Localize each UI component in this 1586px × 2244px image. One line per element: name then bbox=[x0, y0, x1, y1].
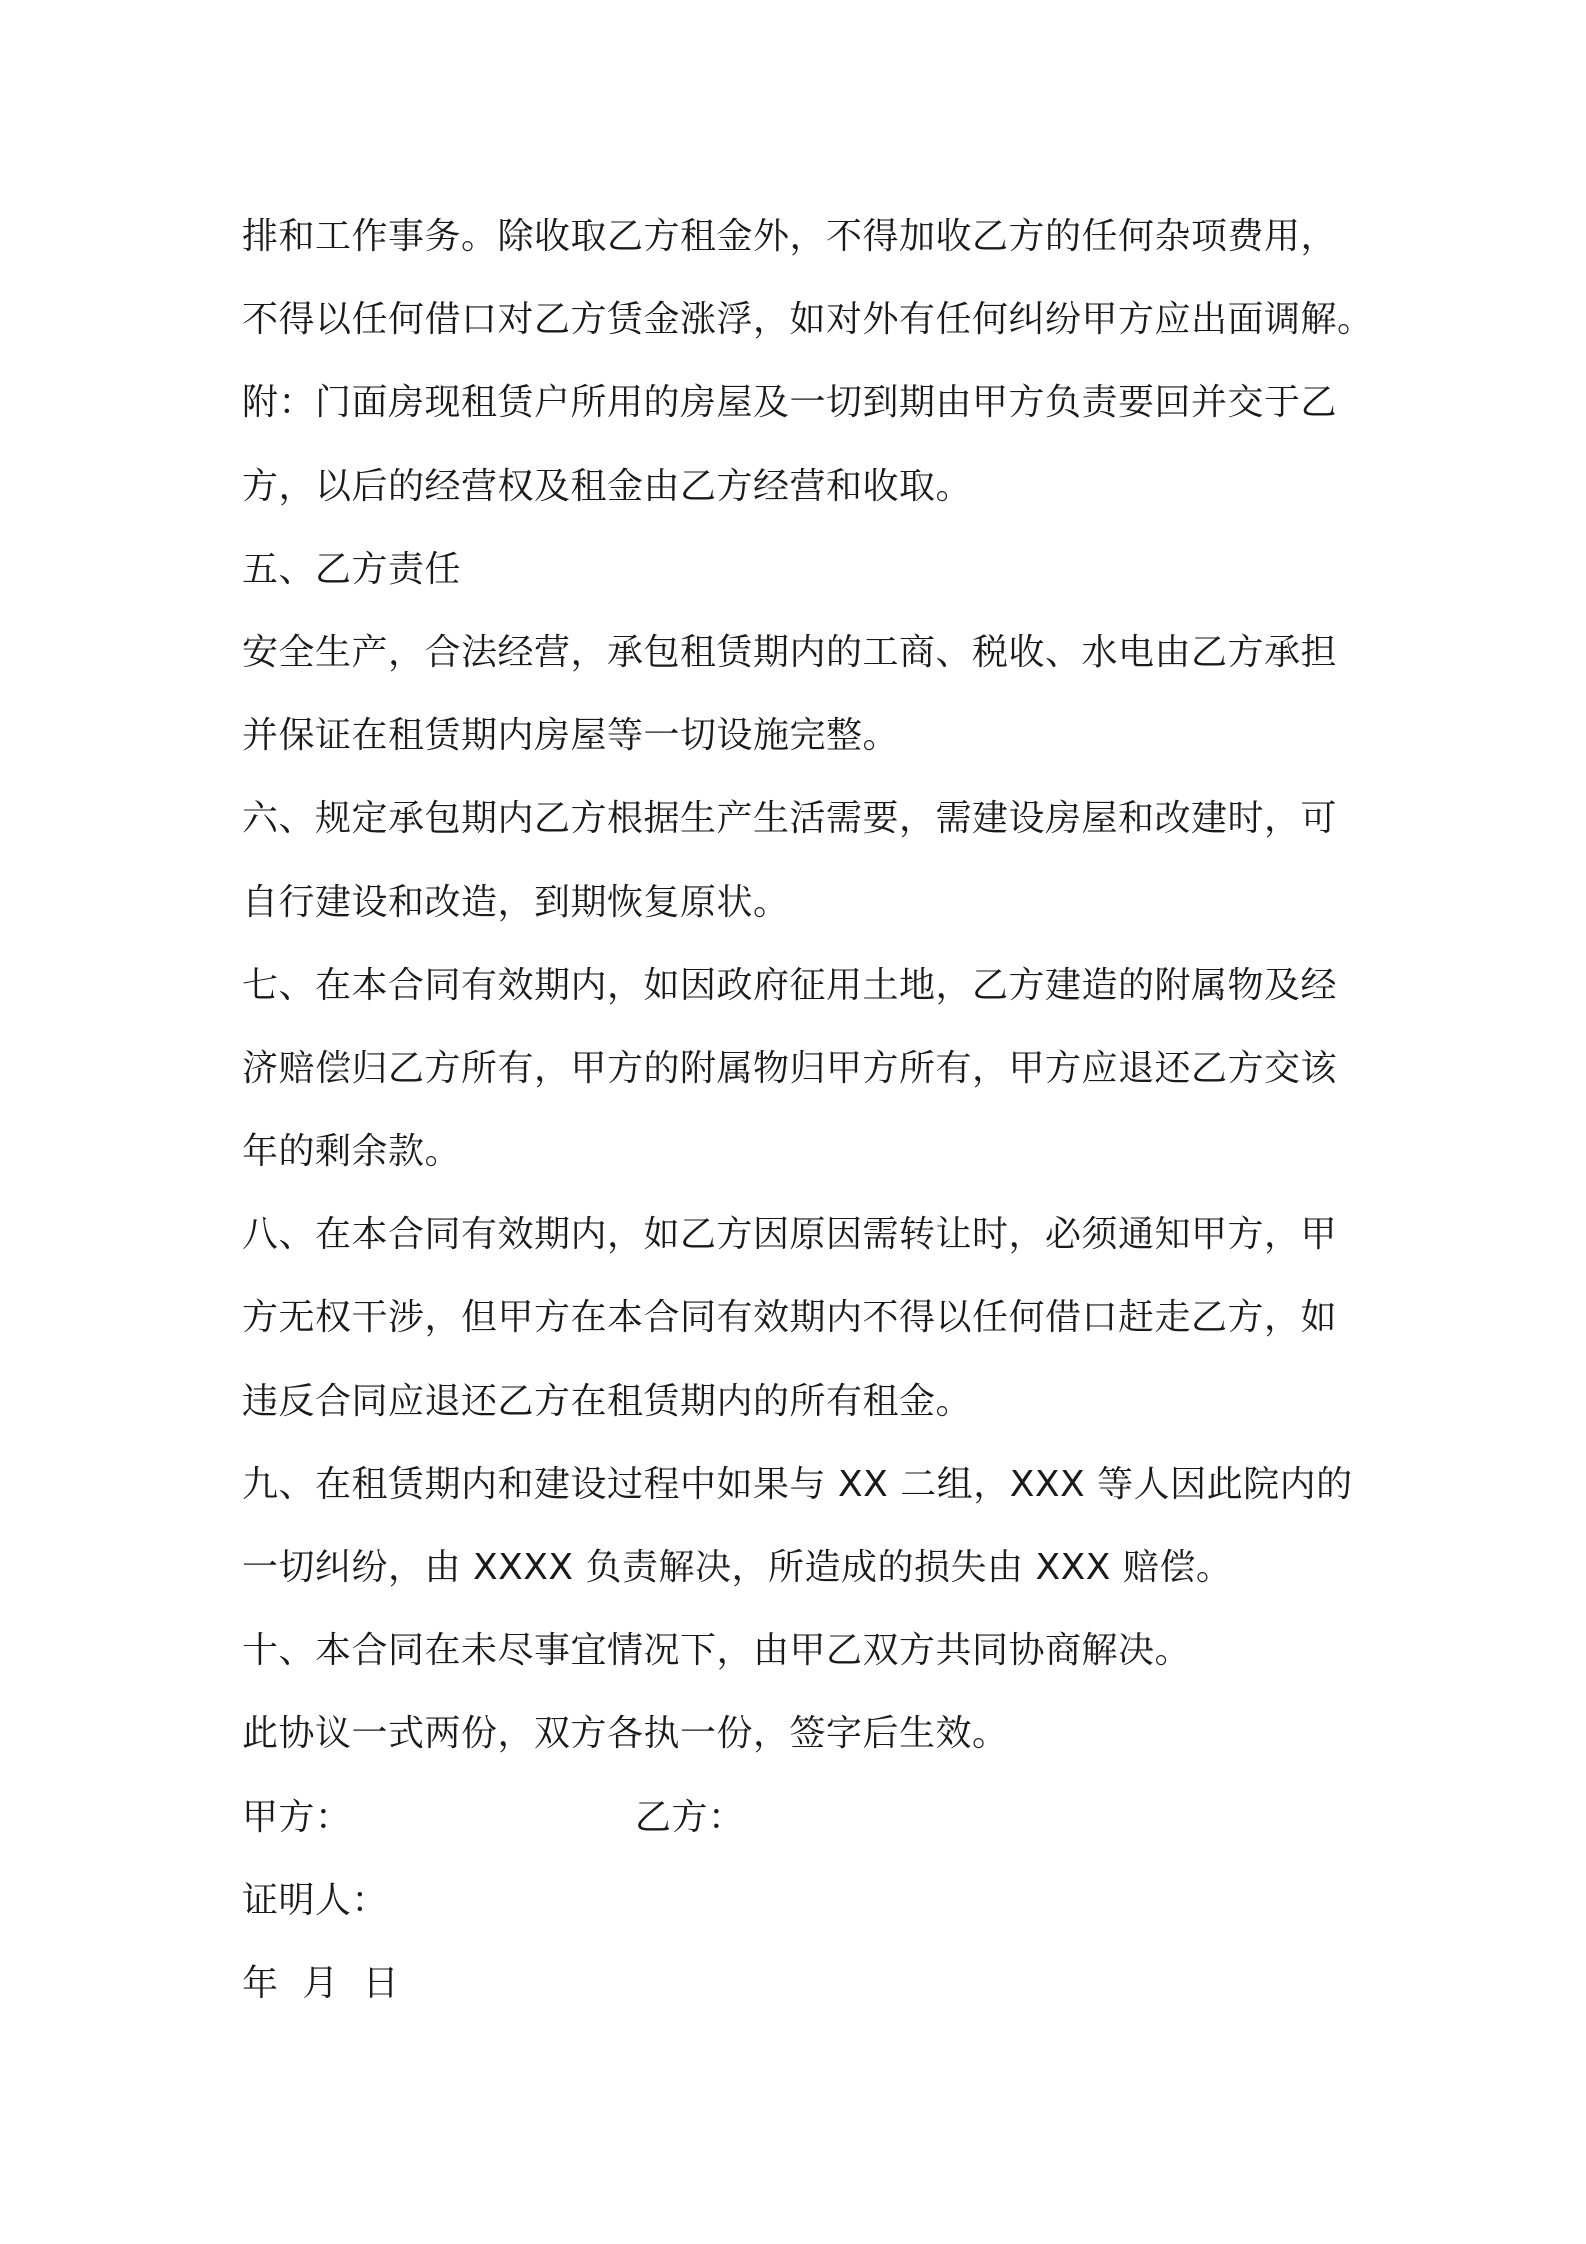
paragraph-line: 方无权干涉，但甲方在本合同有效期内不得以任何借口赶走乙方，如 bbox=[242, 1297, 1338, 1339]
paragraph-line: 安全生产，合法经营，承包租赁期内的工商、税收、水电由乙方承担 bbox=[242, 631, 1338, 673]
paragraph-line: 此协议一式两份，双方各执一份，签字后生效。 bbox=[242, 1713, 1009, 1755]
paragraph-line: 自行建设和改造，到期恢复原状。 bbox=[242, 881, 790, 923]
paragraph-line: 并保证在租赁期内房屋等一切设施完整。 bbox=[242, 715, 900, 757]
party-a-label: 甲方： bbox=[242, 1796, 352, 1838]
signature-row bbox=[242, 1776, 1362, 1859]
paragraph-line: 八、在本合同有效期内，如乙方因原因需转让时，必须通知甲方，甲 bbox=[242, 1214, 1338, 1256]
date-line: 年 月 日 bbox=[242, 1962, 400, 2004]
paragraph-line: 年的剩余款。 bbox=[242, 1131, 462, 1173]
paragraph-line: 十、本合同在未尽事宜情况下，由甲乙双方共同协商解决。 bbox=[242, 1630, 1192, 1672]
paragraph-line: 附：门面房现租赁户所用的房屋及一切到期由甲方负责要回并交于乙 bbox=[242, 382, 1338, 424]
party-b-label: 乙方： bbox=[635, 1796, 745, 1838]
paragraph-line: 济赔偿归乙方所有，甲方的附属物归甲方所有，甲方应退还乙方交该 bbox=[242, 1047, 1338, 1089]
paragraph-line: 六、规定承包期内乙方根据生产生活需要，需建设房屋和改建时，可 bbox=[242, 798, 1338, 840]
paragraph-line: 一切纠纷，由 XXXX 负责解决，所造成的损失由 XXX 赔偿。 bbox=[242, 1547, 1233, 1588]
paragraph-line: 排和工作事务。除收取乙方租金外，不得加收乙方的任何杂项费用， bbox=[242, 216, 1338, 257]
paragraph-line: 违反合同应退还乙方在租赁期内的所有租金。 bbox=[242, 1380, 973, 1422]
document-body bbox=[242, 195, 1374, 2025]
paragraph-line: 不得以任何借口对乙方赁金涨浮，如对外有任何纠纷甲方应出面调解。 bbox=[242, 299, 1374, 341]
section-heading: 五、乙方责任 bbox=[242, 548, 462, 590]
paragraph-line: 九、在租赁期内和建设过程中如果与 XX 二组，XXX 等人因此院内的 bbox=[242, 1463, 1353, 1505]
paragraph-line: 七、在本合同有效期内，如因政府征用土地，乙方建造的附属物及经 bbox=[242, 964, 1338, 1006]
witness-label: 证明人： bbox=[242, 1879, 389, 1921]
paragraph-line: 方，以后的经营权及租金由乙方经营和收取。 bbox=[242, 465, 973, 507]
